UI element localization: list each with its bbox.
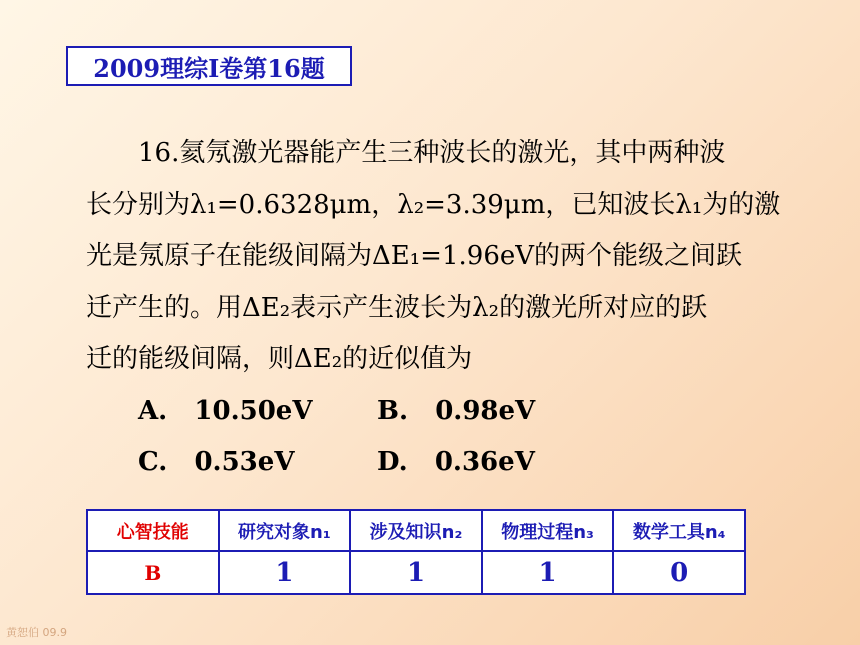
value-cell-knowledge: 1: [350, 551, 482, 594]
choice-d-value: 0.36eV: [434, 447, 535, 477]
choice-c-label: C.: [138, 447, 168, 477]
problem-line-5: 迁的能级间隔，则ΔE₂的近似值为: [86, 344, 473, 374]
table-header-row: [87, 510, 745, 551]
problem-text: [86, 128, 786, 386]
choice-d: [377, 437, 616, 488]
skills-table: [86, 509, 746, 595]
problem-line-4: 迁产生的。用ΔE₂表示产生波长为λ₂的激光所对应的跃: [86, 292, 708, 323]
value-cell-skill: B: [87, 551, 219, 594]
header-cell-process: 物理过程n₃: [482, 510, 614, 551]
answer-choices: [138, 386, 698, 488]
choice-a: [138, 386, 377, 437]
page-title: 2009理综Ⅰ卷第16题: [93, 53, 325, 83]
header-cell-knowledge: 涉及知识n₂: [350, 510, 482, 551]
choice-d-label: D.: [377, 447, 408, 477]
footer-credit: 黄恕伯 09.9: [6, 626, 67, 639]
problem-line-3: 光是氖原子在能级间隔为ΔE₁=1.96eV的两个能级之间跃: [86, 241, 743, 271]
choice-b-label: B.: [377, 396, 409, 426]
value-cell-object: 1: [219, 551, 351, 594]
value-cell-math: 0: [613, 551, 745, 594]
title-box: [66, 46, 352, 86]
header-cell-math: 数学工具n₄: [613, 510, 745, 551]
choice-a-label: A.: [138, 396, 168, 426]
header-cell-object: 研究对象n₁: [219, 510, 351, 551]
header-cell-skill: 心智技能: [87, 510, 219, 551]
choice-c-value: 0.53eV: [194, 447, 295, 477]
choice-c: [138, 437, 377, 488]
value-cell-process: 1: [482, 551, 614, 594]
choice-a-value: 10.50eV: [194, 396, 313, 426]
problem-line-1: 16.氦氖激光器能产生三种波长的激光，其中两种波: [138, 138, 726, 168]
choice-b: [377, 386, 616, 437]
choice-b-value: 0.98eV: [435, 396, 536, 426]
table-value-row: [87, 551, 745, 594]
problem-line-2: 长分别为λ₁=0.6328μm，λ₂=3.39μm，已知波长λ₁为的激: [86, 189, 781, 220]
